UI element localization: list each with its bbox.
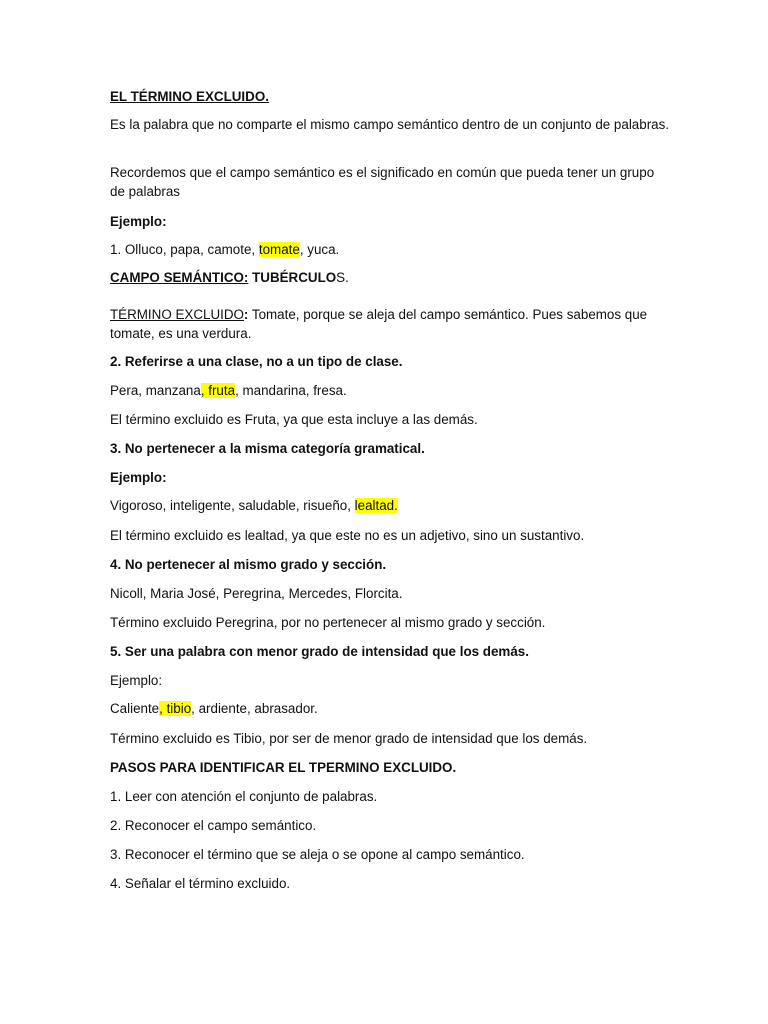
termino-excluido-text: Tomate, porque se aleja del campo semántico. Pues sabemos que tomate, es una verdura. xyxy=(110,307,648,341)
highlighted-word: , fruta xyxy=(200,383,236,398)
example-5-words xyxy=(110,699,670,718)
example-5-text: Caliente xyxy=(110,701,160,716)
termino-excluido-paragraph xyxy=(110,305,670,343)
step-3: 3. Reconocer el término que se aleja o se opone al campo semántico. xyxy=(110,847,525,862)
example-4-explanation: Término excluido Peregrina, por no pertenecer al mismo grado y sección. xyxy=(110,615,546,630)
step-2: 2. Reconocer el campo semántico. xyxy=(110,818,317,833)
termino-excluido-label: TÉRMINO EXCLUIDO xyxy=(110,307,244,322)
highlighted-word: lealtad. xyxy=(354,498,398,513)
example-5-text-end: , ardiente, abrasador. xyxy=(191,701,318,716)
example-4-words: Nicoll, Maria José, Peregrina, Mercedes, Florcita. xyxy=(110,586,403,601)
example-2-text: Pera, manzana xyxy=(110,383,201,398)
step-4: 4. Señalar el término excluido. xyxy=(110,876,291,891)
example-2-words xyxy=(110,381,670,400)
example-2-explanation: El término excluido es Fruta, ya que esta incluye a las demás. xyxy=(110,412,478,427)
steps-heading: PASOS PARA IDENTIFICAR EL TPERMINO EXCLUIDO. xyxy=(110,760,457,775)
highlighted-word: , tibio xyxy=(159,701,192,716)
example-heading-5: Ejemplo: xyxy=(110,673,163,688)
document-title: EL TÉRMINO EXCLUIDO. xyxy=(110,89,269,104)
campo-semantico-paragraph: Recordemos que el campo semántico es el significado en común que pueda tener un grupo de palabras xyxy=(110,165,655,199)
campo-semantico-label: CAMPO SEMÁNTICO: xyxy=(110,270,249,285)
campo-semantico-line xyxy=(110,268,670,287)
rule-2-heading: 2. Referirse a una clase, no a un tipo de clase. xyxy=(110,354,403,369)
example-1-text: 1. Olluco, papa, camote, xyxy=(110,242,259,257)
example-3-text: Vigoroso, inteligente, saludable, risueño, xyxy=(110,498,355,513)
campo-semantico-tail: S. xyxy=(336,270,349,285)
example-3-explanation: El término excluido es lealtad, ya que este no es un adjetivo, sino un sustantivo. xyxy=(110,528,585,543)
example-3-words xyxy=(110,496,670,515)
rule-5-heading: 5. Ser una palabra con menor grado de intensidad que los demás. xyxy=(110,644,529,659)
highlighted-word: tomate xyxy=(258,242,300,257)
rule-4-heading: 4. No pertenecer al mismo grado y sección. xyxy=(110,557,387,572)
example-heading-1: Ejemplo: xyxy=(110,214,167,229)
example-heading-3: Ejemplo: xyxy=(110,470,167,485)
example-1-words xyxy=(110,240,670,259)
example-2-text-end: , mandarina, fresa. xyxy=(235,383,347,398)
campo-semantico-value: TUBÉRCULO xyxy=(252,270,337,285)
step-1: 1. Leer con atención el conjunto de palabras. xyxy=(110,789,378,804)
example-5-explanation: Término excluido es Tibio, por ser de menor grado de intensidad que los demás. xyxy=(110,731,588,746)
termino-excluido-colon: : xyxy=(243,307,249,322)
example-1-text-end: , yuca. xyxy=(299,242,340,257)
rule-3-heading: 3. No pertenecer a la misma categoría gramatical. xyxy=(110,441,425,456)
definition-paragraph: Es la palabra que no comparte el mismo campo semántico dentro de un conjunto de palabras. xyxy=(110,117,670,132)
